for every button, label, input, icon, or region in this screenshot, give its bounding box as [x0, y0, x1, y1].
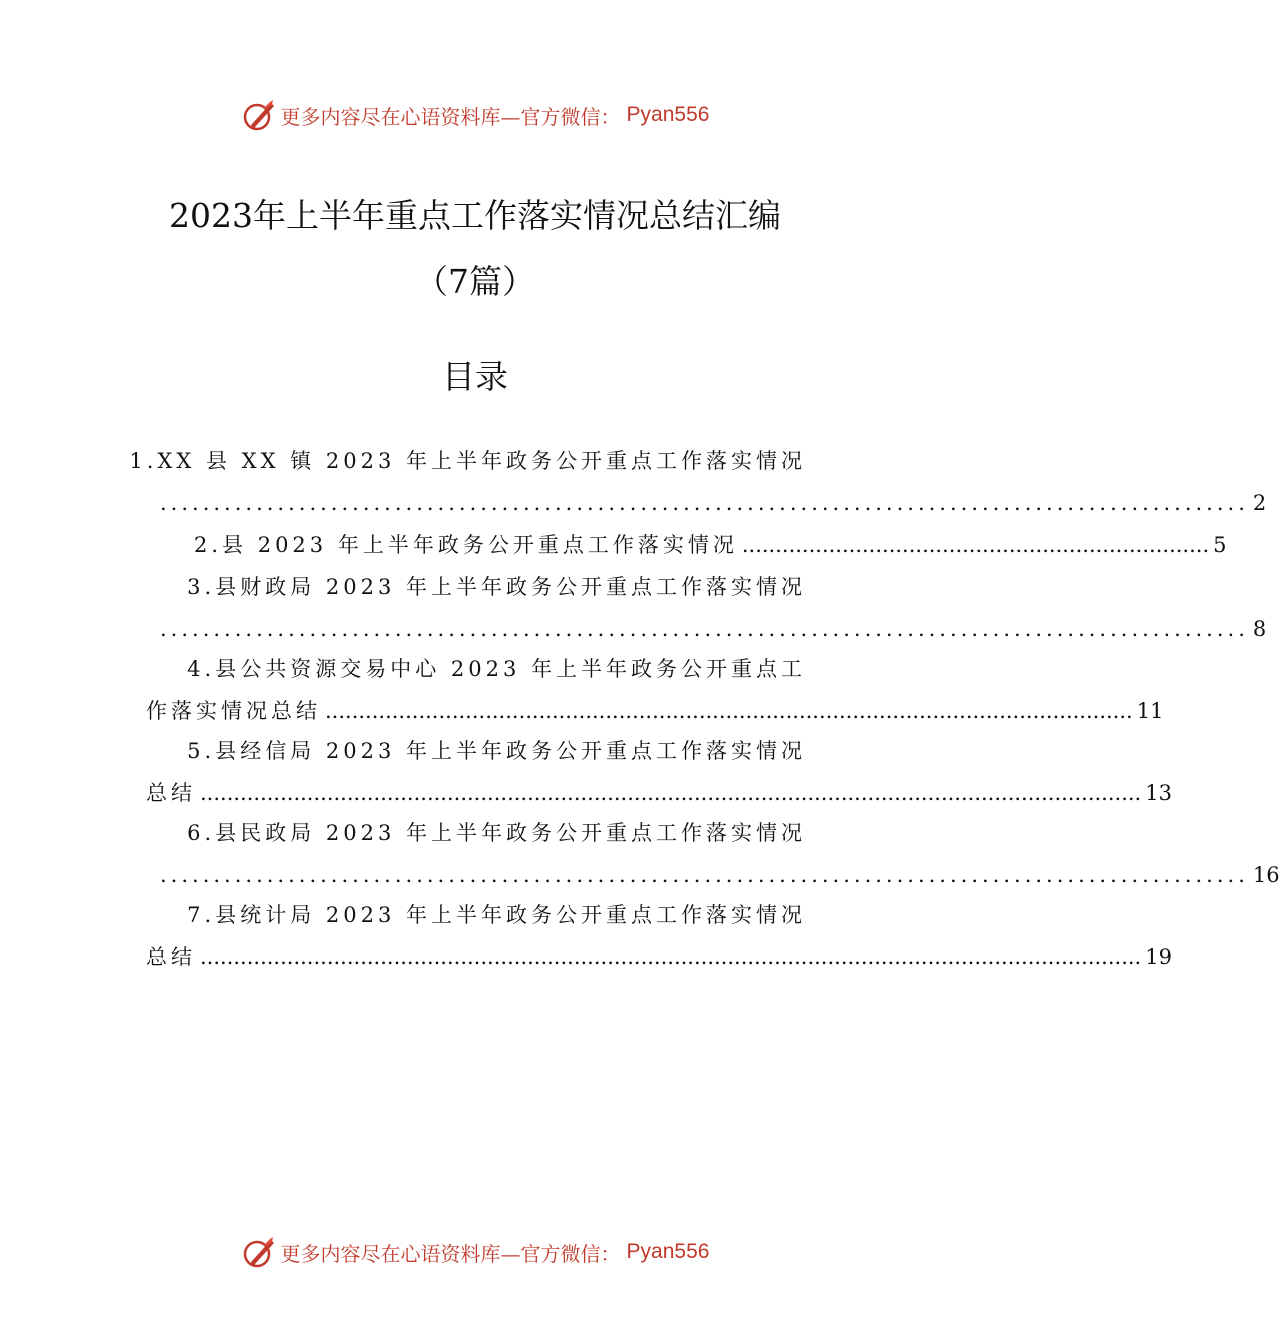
toc-entry-title: 5.县经信局 2023 年上半年政务公开重点工作落实情况	[187, 739, 806, 763]
toc-entry-page: 16	[1252, 863, 1280, 887]
toc-entry-title: 6.县民政局 2023 年上半年政务公开重点工作落实情况	[187, 821, 806, 845]
toc-entry-title: 2.县 2023 年上半年政务公开重点工作落实情况	[194, 533, 738, 557]
toc-entry-title: 7.县统计局 2023 年上半年政务公开重点工作落实情况	[187, 903, 806, 927]
toc-entry-3-title-line[interactable]	[146, 572, 806, 602]
toc-entry-title: 3.县财政局 2023 年上半年政务公开重点工作落实情况	[187, 575, 806, 599]
toc-heading: 目录	[442, 357, 508, 396]
toc-entry-page: 8	[1252, 617, 1267, 641]
watermark-wechat-id: Pyan556	[626, 103, 710, 126]
toc-entry-title: 1.XX 县 XX 镇 2023 年上半年政务公开重点工作落实情况	[129, 449, 806, 473]
toc-entry-page: 19	[1145, 945, 1172, 969]
toc-entry-7-title-line[interactable]	[146, 900, 806, 930]
dot-leader: ......................................................................	[741, 533, 1210, 557]
toc-entry-7-leader-line[interactable]	[146, 942, 1172, 972]
header-watermark	[0, 95, 950, 135]
document-title: 2023年上半年重点工作落实情况总结汇编	[169, 196, 781, 235]
toc-entry-page: 11	[1136, 699, 1164, 723]
toc-entry-1-leader-line[interactable]	[146, 488, 1267, 518]
toc-entry-5-title-line[interactable]	[146, 736, 806, 766]
dot-leader: .............................................................................................................................................	[200, 781, 1142, 805]
watermark-text: 更多内容尽在心语资料库—官方微信：	[280, 104, 621, 129]
dot-leader: ......................................................................................................	[160, 491, 1249, 515]
toc-entry-4-title-line[interactable]	[146, 654, 806, 684]
toc-entry-page: 5	[1213, 533, 1227, 557]
toc-entry-1-title-line[interactable]	[129, 446, 806, 476]
toc-entry-title-continued: 总结	[146, 781, 196, 805]
quill-logo-icon	[241, 1234, 277, 1270]
toc-entry-6-title-line[interactable]	[146, 818, 806, 848]
dot-leader: .........................................................................................................................	[325, 699, 1133, 723]
footer-watermark	[0, 1232, 950, 1272]
toc-entry-6-leader-line[interactable]	[146, 860, 1280, 890]
toc-entry-page: 2	[1252, 491, 1267, 515]
toc-entry-4-leader-line[interactable]	[146, 696, 1164, 726]
toc-entry-page: 13	[1145, 781, 1172, 805]
document-subtitle: （7篇）	[415, 262, 535, 301]
watermark-text: 更多内容尽在心语资料库—官方微信：	[280, 1241, 621, 1266]
toc-entry-title: 4.县公共资源交易中心 2023 年上半年政务公开重点工	[187, 657, 806, 681]
toc-entry-3-leader-line[interactable]	[146, 614, 1267, 644]
watermark-wechat-id: Pyan556	[626, 1240, 710, 1263]
dot-leader: ......................................................................................................	[160, 617, 1249, 641]
toc-entry-title-continued: 总结	[146, 945, 196, 969]
toc-entry-2-line[interactable]	[146, 530, 1227, 560]
toc-entry-5-leader-line[interactable]	[146, 778, 1172, 808]
toc-entry-title-continued: 作落实情况总结	[146, 699, 321, 723]
dot-leader: ......................................................................................................	[160, 863, 1249, 887]
dot-leader: .............................................................................................................................................	[200, 945, 1142, 969]
quill-logo-icon	[241, 97, 277, 133]
